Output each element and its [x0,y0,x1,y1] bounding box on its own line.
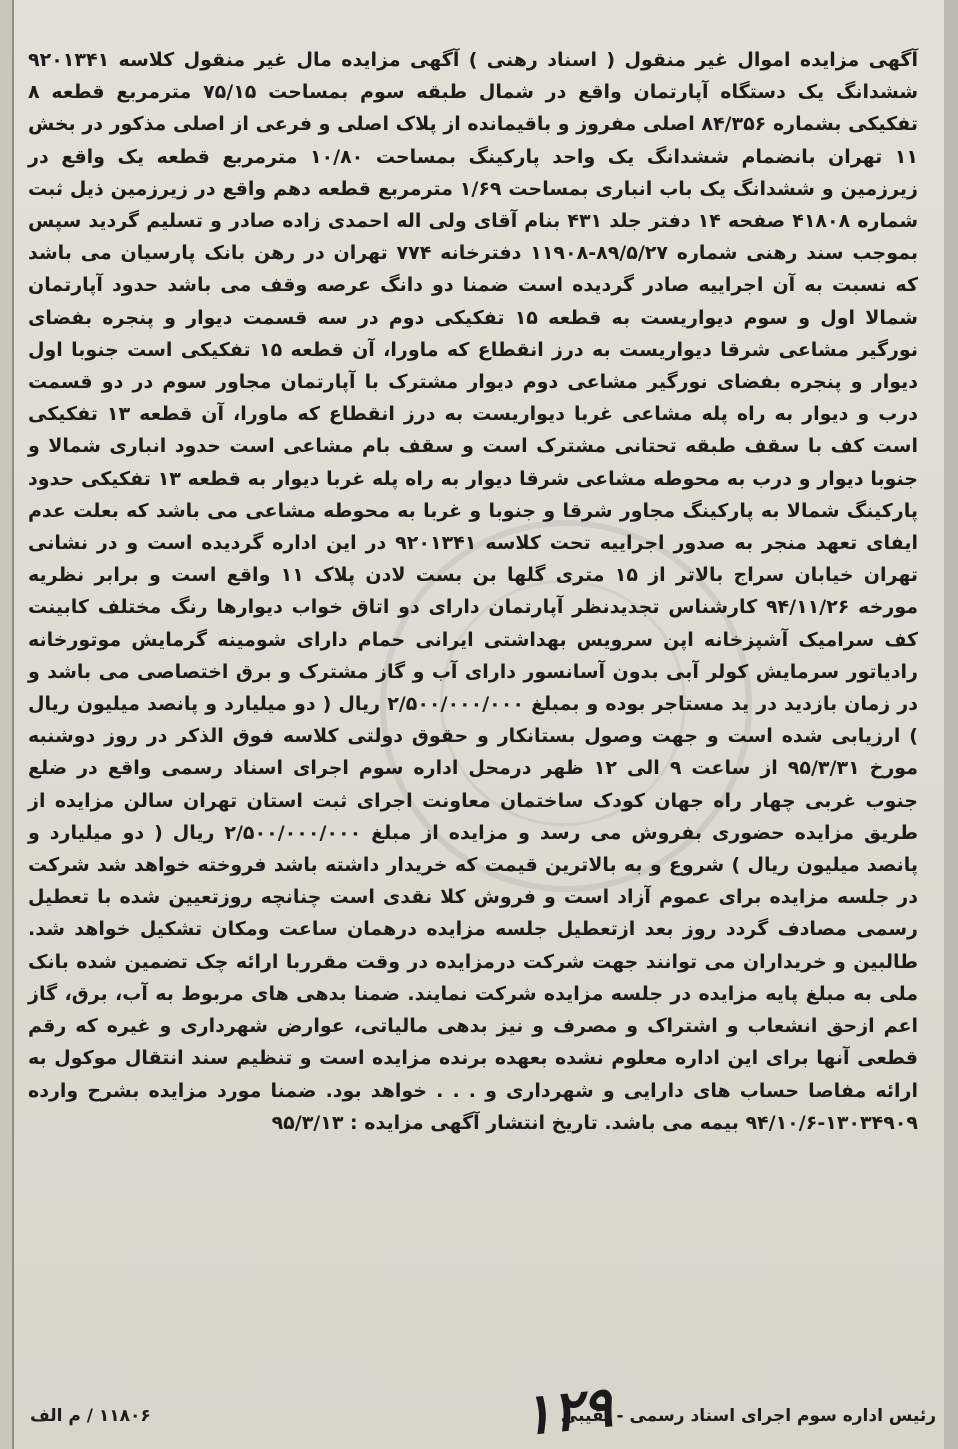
page-right-edge [944,0,958,1449]
page-left-edge [0,0,14,1449]
notice-body: آگهی مزایده اموال غیر منقول ( اسناد رهنی ) آگهی مزایده مال غیر منقول کلاسه ۹۲۰۱۳۴۱ ششدانگ یک دستگاه آپارتمان واقع در شمال طبقه سوم بمساحت ۷۵/۱۵ مترمربع قطعه ۸ تفکیکی بشماره ۸۴/۳۵۶ اصلی مفروز و باقیمانده از پلاک اصلی و فرعی از اصلی مذکور در بخش ۱۱ تهران بانضمام ششدانگ یک واحد پارکینگ بمساحت ۱۰/۸۰ مترمربع قطعه یک واقع در زیرزمین و ششدانگ یک باب انباری بمساحت ۱/۶۹ مترمربع قطعه دهم واقع در زیرزمین ذیل ثبت شماره ۴۱۸۰۸ صفحه ۱۴ دفتر جلد ۴۳۱ بنام آقای ولی اله احمدی زاده صادر و تسلیم گردید سپس بموجب سند رهنی شماره ۸۹/۵/۲۷-۱۱۹۰۸ دفترخانه ۷۷۴ تهران در رهن بانک پارسیان می باشد که نسبت به آن اجراییه صادر گردیده است ضمنا دو دانگ عرصه وقف می باشد حدود آپارتمان شمالا اول و سوم دیواریست به قطعه ۱۵ تفکیکی دوم در سه قسمت دیوار و پنجره بفضای نورگیر مشاعی شرقا دیواریست به درز انقطاع که ماورا، آن قطعه ۱۵ تفکیکی است جنوبا اول دیوار و پنجره بفضای نورگیر مشاعی دوم دیوار مشترک با آپارتمان مجاور سوم در دو قسمت درب و دیوار به راه پله مشاعی غربا دیواریست به درز انقطاع که ماورا، آن قطعه ۱۳ تفکیکی است کف با سقف طبقه تحتانی مشترک است و سقف بام مشاعی است حدود انباری شمالا و جنوبا دیوار و درب به محوطه مشاعی شرقا دیوار به راه پله غربا دیوار به قطعه ۱۳ تفکیکی حدود پارکینگ شمالا به پارکینگ مجاور شرقا و جنوبا و غربا به محوطه مشاعی می باشد که بعلت عدم ایفای تعهد منجر به صدور اجراییه تحت کلاسه ۹۲۰۱۳۴۱ در این اداره گردیده است و در نشانی تهران خیابان سراج بالاتر از ۱۵ متری گلها بن بست لادن پلاک ۱۱ واقع است و برابر نظریه مورخه ۹۴/۱۱/۲۶ کارشناس تجدیدنظر آپارتمان دارای دو اتاق خواب دیوارها رنگ مختلف کابینت کف سرامیک آشپزخانه اپن سرویس بهداشتی ایرانی حمام دارای شومینه گرمایش موتورخانه رادیاتور سرمایش کولر آبی بدون آسانسور دارای آب و گاز مشترک و برق اختصاصی می باشد و در زمان بازدید در ید مستاجر بوده و بمبلغ ۲/۵۰۰/۰۰۰/۰۰۰ ریال ( دو میلیارد و پانصد میلیون ریال ) ارزیابی شده است و جهت وصول بستانکار و حقوق دولتی کلاسه فوق الذکر در روز دوشنبه مورخ ۹۵/۳/۳۱ از ساعت ۹ الی ۱۲ ظهر درمحل اداره سوم اجرای اسناد رسمی واقع در ضلع جنوب غربی چهار راه جهان کودک ساختمان معاونت اجرای ثبت استان تهران سالن مزایده از طریق مزایده حضوری بفروش می رسد و مزایده از مبلغ ۲/۵۰۰/۰۰۰/۰۰۰ ریال ( دو میلیارد و پانصد میلیون ریال ) شروع و به بالاترین قیمت که خریدار داشته باشد فروخته خواهد شد شرکت در جلسه مزایده برای عموم آزاد است و فروش کلا نقدی است چنانچه روزتعیین شده با تعطیل رسمی مصادف گردد روز بعد ازتعطیل جلسه مزایده درهمان ساعت ومکان تشکیل خواهد شد. طالبین و خریداران می توانند جهت شرکت درمزایده در وقت مقرربا ارائه چک تضمین شده بانک ملی به مبلغ پایه مزایده در جلسه مزایده شرکت نمایند. ضمنا بدهی های مربوط به آب، برق، گاز اعم ازحق انشعاب و اشتراک و مصرف و نیز بدهی مالیاتی، عوارض شهرداری و غیره که رقم قطعی آنها برای این اداره معلوم نشده بعهده برنده مزایده است و تنظیم سند انتقال موکول به ارائه مفاصا حساب های دارایی و شهرداری و . . . خواهد بود. ضمنا مورد مزایده بشرح وارده ۱۳۰۳۴۹۰۹-۹۴/۱۰/۶ بیمه می باشد. تاریخ انتشار آگهی مزایده : ۹۵/۳/۱۳ [28,49,919,1134]
notice-code: ۱۱۸۰۶ / م الف [30,1406,151,1426]
notice-signature: رئیس اداره سوم اجرای اسناد رسمی - نقیبی [560,1406,936,1426]
handwritten-number: ۱۲۹ [518,1373,616,1449]
auction-notice [28,44,918,1139]
